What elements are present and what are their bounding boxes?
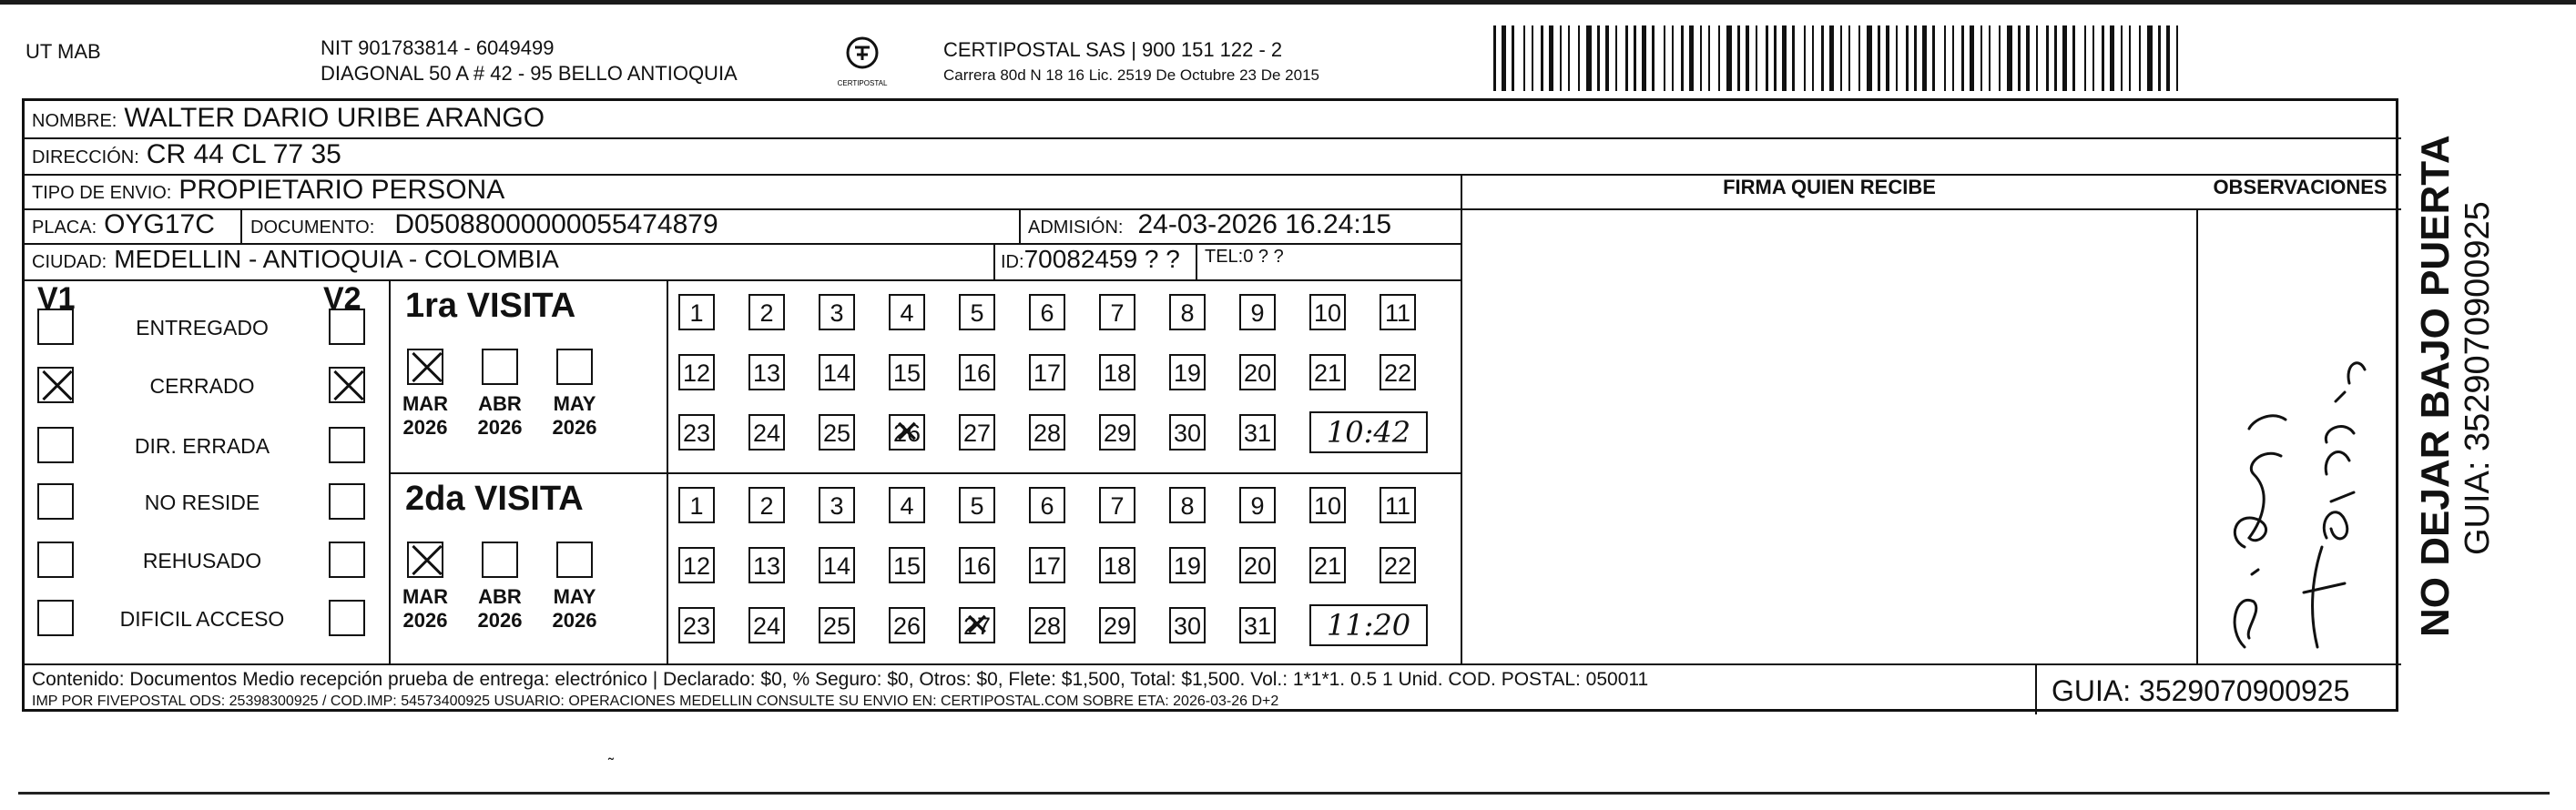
day-box[interactable]: 13 xyxy=(748,547,785,583)
day-box[interactable]: 22 xyxy=(1380,547,1416,583)
nombre-value: WALTER DARIO URIBE ARANGO xyxy=(124,103,545,133)
barcode-bar xyxy=(1944,25,1946,91)
bottom-border xyxy=(18,792,2550,795)
direccion-row xyxy=(32,139,341,170)
barcode-bar xyxy=(1774,25,1777,91)
v2-checkbox[interactable] xyxy=(329,542,365,578)
footer-contenido: Contenido: Documentos Medio recepción prueba de entrega: electrónico | Declarado: $0, % Seguro: $0, Otros: $0, Flete: $1,500, Total: $1,500. Vol.: 1*1*1. 0.5 1 Unid. COD. POSTAL: 050011 xyxy=(32,669,1649,690)
day-box[interactable]: 27 ✕ xyxy=(959,607,995,643)
barcode-bar xyxy=(1664,25,1665,91)
col-divider xyxy=(993,243,995,279)
day-box[interactable]: 20 xyxy=(1239,354,1276,390)
barcode-bar xyxy=(1858,25,1860,91)
day-box[interactable]: 23 xyxy=(678,414,715,451)
barcode-bar xyxy=(1746,25,1749,91)
sender-address: DIAGONAL 50 A # 42 - 95 BELLO ANTIOQUIA xyxy=(321,62,738,85)
col-divider xyxy=(2196,243,2198,663)
day-box[interactable]: 28 xyxy=(1029,607,1065,643)
placa-value: OYG17C xyxy=(104,209,215,239)
day-box[interactable]: 25 xyxy=(819,414,855,451)
barcode-bar xyxy=(1502,25,1506,91)
sender-nit: NIT 901783814 - 6049499 xyxy=(321,36,555,59)
barcode xyxy=(1493,25,2185,91)
day-box[interactable]: 11 xyxy=(1380,487,1416,523)
observaciones-signature xyxy=(2208,247,2399,662)
barcode-bar xyxy=(1634,25,1636,91)
tipo-envio-value: PROPIETARIO PERSONA xyxy=(178,175,505,205)
day-box[interactable]: 2 xyxy=(748,487,785,523)
day-box[interactable]: 24 xyxy=(748,607,785,643)
admision-label: ADMISIÓN: xyxy=(1028,218,1124,238)
day-box[interactable]: 6 xyxy=(1029,487,1065,523)
day-box[interactable]: 28 xyxy=(1029,414,1065,451)
day-box[interactable]: 18 xyxy=(1099,547,1135,583)
day-box[interactable]: 1 xyxy=(678,294,715,330)
month-name: MAY xyxy=(553,392,596,415)
status-label: DIFICIL ACCESO xyxy=(119,607,285,631)
month-year: 2026 xyxy=(402,416,448,439)
id-value: 70082459 ? ? xyxy=(1023,245,1180,273)
month-checkbox[interactable] xyxy=(482,542,518,578)
barcode-bar xyxy=(2139,25,2141,91)
day-box[interactable]: 29 xyxy=(1099,414,1135,451)
footer-divider xyxy=(25,663,2401,665)
barcode-bar xyxy=(1700,25,1702,91)
barcode-bar xyxy=(1586,25,1592,91)
direccion-label: DIRECCIÓN: xyxy=(32,147,139,167)
barcode-bar xyxy=(2026,25,2030,91)
v2-checkbox[interactable] xyxy=(329,600,365,636)
day-box[interactable]: 6 xyxy=(1029,294,1065,330)
barcode-bar xyxy=(1689,25,1694,91)
v2-checkbox[interactable] xyxy=(329,367,365,403)
col-divider xyxy=(1461,174,1462,663)
day-box[interactable]: 5 xyxy=(959,487,995,523)
observaciones-header: OBSERVACIONES xyxy=(2213,176,2388,198)
barcode-bar xyxy=(2018,25,2021,91)
month-year: 2026 xyxy=(477,416,523,439)
day-box[interactable]: 26 xyxy=(889,607,925,643)
day-box[interactable]: 15 xyxy=(889,354,925,390)
ciudad-value: MEDELLIN - ANTIOQUIA - COLOMBIA xyxy=(114,245,559,273)
barcode-bar xyxy=(1980,25,1982,91)
svg-text:CERTIPOSTAL: CERTIPOSTAL xyxy=(837,79,888,87)
day-box[interactable]: 10 xyxy=(1309,487,1346,523)
ciudad-label: CIUDAD: xyxy=(32,252,107,272)
tipo-envio-label: TIPO DE ENVIO: xyxy=(32,183,172,203)
month-name: MAY xyxy=(553,585,596,608)
v1-checkbox[interactable] xyxy=(37,367,74,403)
month-checkbox[interactable] xyxy=(407,542,443,578)
direccion-value: CR 44 CL 77 35 xyxy=(146,139,341,169)
ciudad-row xyxy=(32,245,559,274)
month-year: 2026 xyxy=(477,609,523,632)
barcode-bar xyxy=(1625,25,1628,91)
barcode-bar xyxy=(1726,25,1732,91)
company-name: CERTIPOSTAL SAS | 900 151 122 - 2 xyxy=(943,38,1283,61)
barcode-bar xyxy=(2121,25,2123,91)
col-divider xyxy=(240,208,242,245)
barcode-bar xyxy=(1840,25,1842,91)
placa-row xyxy=(32,209,215,240)
barcode-bar xyxy=(1782,25,1787,91)
col-divider xyxy=(1196,243,1197,279)
barcode-bar xyxy=(1812,25,1814,91)
barcode-bar xyxy=(2007,25,2012,91)
tipo-envio-row xyxy=(32,175,504,206)
barcode-bar xyxy=(2072,25,2075,91)
barcode-bar xyxy=(1922,25,1927,91)
day-box[interactable]: 1 xyxy=(678,487,715,523)
barcode-bar xyxy=(1766,25,1768,91)
day-box[interactable]: 22 xyxy=(1380,354,1416,390)
status-label: NO RESIDE xyxy=(144,491,260,514)
v1-checkbox[interactable] xyxy=(37,483,74,520)
v1-header: V1 xyxy=(37,281,76,316)
delivery-form xyxy=(22,98,2398,712)
nombre-label: NOMBRE: xyxy=(32,111,117,131)
barcode-bar xyxy=(2092,25,2094,91)
day-box[interactable]: 21 xyxy=(1309,354,1346,390)
sender-code: UT MAB xyxy=(25,40,101,63)
barcode-bar xyxy=(1615,25,1617,91)
footer-imp: IMP POR FIVEPOSTAL ODS: 25398300925 / COD.IMP: 54573400925 USUARIO: OPERACIONES MEDELLIN CONSULTE SU ENVIO EN: CERTIPOSTAL.COM SOBRE ETA: 2026-03-26 D+2 xyxy=(32,694,1279,709)
month-year: 2026 xyxy=(552,609,597,632)
company-license: Carrera 80d N 18 16 Lic. 2519 De Octubre 23 De 2015 xyxy=(943,66,1319,84)
col-divider xyxy=(667,279,668,663)
visit-time: 10:42 xyxy=(1309,411,1428,453)
stray-mark: ˜ xyxy=(608,755,614,774)
day-box[interactable]: 9 xyxy=(1239,487,1276,523)
barcode-bar xyxy=(1549,25,1553,91)
day-box[interactable]: 3 xyxy=(819,294,855,330)
top-border xyxy=(0,0,2576,5)
day-box[interactable]: 13 xyxy=(748,354,785,390)
day-box[interactable]: 12 xyxy=(678,547,715,583)
nombre-row xyxy=(32,103,545,134)
day-box[interactable]: 4 xyxy=(889,487,925,523)
barcode-bar xyxy=(1999,25,2001,91)
placa-label: PLACA: xyxy=(32,218,97,238)
barcode-bar xyxy=(1961,25,1964,91)
barcode-bar xyxy=(1989,25,1991,91)
admision-row xyxy=(1028,209,1391,240)
barcode-bar xyxy=(2046,25,2049,91)
firma-header: FIRMA QUIEN RECIBE xyxy=(1723,176,1936,198)
day-box[interactable]: 7 xyxy=(1099,294,1135,330)
barcode-bar xyxy=(1523,25,1525,91)
barcode-bar xyxy=(1708,25,1710,91)
footer-guia: GUIA: 3529070900925 xyxy=(2052,674,2350,707)
barcode-bar xyxy=(2147,25,2153,91)
v1-checkbox[interactable] xyxy=(37,600,74,636)
day-box[interactable]: 17 xyxy=(1029,354,1065,390)
month-checkbox[interactable] xyxy=(556,349,593,385)
visit-title: 2da VISITA xyxy=(405,480,584,518)
tel-value: 0 ? ? xyxy=(1243,247,1284,267)
side-guia: GUIA: 3529070900925 xyxy=(2459,201,2497,555)
status-label: CERRADO xyxy=(149,374,255,398)
day-box[interactable]: 27 xyxy=(959,414,995,451)
day-box[interactable]: 16 xyxy=(959,354,995,390)
barcode-bar xyxy=(1914,25,1917,91)
month-label xyxy=(473,585,527,633)
barcode-bar xyxy=(1737,25,1740,91)
barcode-bar xyxy=(1932,25,1935,91)
admision-value: 24-03-2026 16.24:15 xyxy=(1137,209,1392,239)
barcode-bar xyxy=(2054,25,2057,91)
day-box[interactable]: 11 xyxy=(1380,294,1416,330)
month-name: MAR xyxy=(402,585,449,608)
month-checkbox[interactable] xyxy=(556,542,593,578)
day-box[interactable]: 24 xyxy=(748,414,785,451)
status-label: REHUSADO xyxy=(142,549,262,572)
month-label xyxy=(547,585,602,633)
barcode-bar xyxy=(1512,25,1514,91)
day-box[interactable]: 23 xyxy=(678,607,715,643)
id-row xyxy=(1001,245,1180,274)
day-box[interactable]: 7 xyxy=(1099,487,1135,523)
barcode-bar xyxy=(1597,25,1600,91)
day-box[interactable]: 5 xyxy=(959,294,995,330)
barcode-bar xyxy=(1970,25,1974,91)
barcode-bar xyxy=(1605,25,1609,91)
day-box[interactable]: 16 xyxy=(959,547,995,583)
v1-checkbox[interactable] xyxy=(37,309,74,345)
col-divider xyxy=(2196,208,2198,245)
day-box[interactable]: 2 xyxy=(748,294,785,330)
day-box[interactable]: 19 xyxy=(1169,547,1206,583)
day-box[interactable]: 30 xyxy=(1169,607,1206,643)
day-box[interactable]: 26 ✕ xyxy=(889,414,925,451)
day-box[interactable]: 4 xyxy=(889,294,925,330)
day-box[interactable]: 9 xyxy=(1239,294,1276,330)
barcode-bar xyxy=(1821,25,1824,91)
tel-row xyxy=(1205,247,1284,268)
barcode-bar xyxy=(1568,25,1570,91)
barcode-bar xyxy=(1756,25,1757,91)
barcode-bar xyxy=(1952,25,1954,91)
day-box[interactable]: 3 xyxy=(819,487,855,523)
tel-label: TEL: xyxy=(1205,247,1244,267)
col-divider xyxy=(1019,208,1021,245)
month-label xyxy=(398,585,453,633)
barcode-bar xyxy=(1541,25,1543,91)
v1-checkbox[interactable] xyxy=(37,427,74,463)
day-box[interactable]: 31 xyxy=(1239,607,1276,643)
barcode-bar xyxy=(2036,25,2038,91)
documento-row xyxy=(250,209,718,240)
barcode-bar xyxy=(1652,25,1655,91)
day-box[interactable]: 20 xyxy=(1239,547,1276,583)
day-box[interactable]: 14 xyxy=(819,354,855,390)
no-dejar-warning: NO DEJAR BAJO PUERTA xyxy=(2413,135,2458,637)
v2-checkbox[interactable] xyxy=(329,483,365,520)
barcode-bar xyxy=(1681,25,1684,91)
col-divider xyxy=(2035,663,2037,714)
month-label xyxy=(473,392,527,440)
month-checkbox[interactable] xyxy=(482,349,518,385)
barcode-bar xyxy=(1896,25,1898,91)
barcode-bar xyxy=(1718,25,1720,91)
barcode-bar xyxy=(1672,25,1674,91)
day-box[interactable]: 30 xyxy=(1169,414,1206,451)
row-divider xyxy=(25,137,2401,139)
v2-checkbox[interactable] xyxy=(329,309,365,345)
barcode-bar xyxy=(1848,25,1850,91)
barcode-bar xyxy=(1829,25,1834,91)
day-box[interactable]: 8 xyxy=(1169,487,1206,523)
certipostal-logo xyxy=(830,35,894,91)
month-year: 2026 xyxy=(552,416,597,439)
barcode-bar xyxy=(1578,25,1580,91)
day-box[interactable]: 25 xyxy=(819,607,855,643)
visit-title: 1ra VISITA xyxy=(405,287,576,325)
barcode-bar xyxy=(1560,25,1562,91)
month-name: ABR xyxy=(478,392,522,415)
visit-divider xyxy=(389,472,1461,474)
day-box[interactable]: 8 xyxy=(1169,294,1206,330)
month-year: 2026 xyxy=(402,609,448,632)
month-checkbox[interactable] xyxy=(407,349,443,385)
barcode-bar xyxy=(2110,25,2114,91)
barcode-bar xyxy=(2166,25,2170,91)
barcode-bar xyxy=(2176,25,2178,91)
month-name: MAR xyxy=(402,392,449,415)
day-box[interactable]: 29 xyxy=(1099,607,1135,643)
barcode-bar xyxy=(1867,25,1872,91)
day-box[interactable]: 10 xyxy=(1309,294,1346,330)
barcode-bar xyxy=(2102,25,2104,91)
month-label xyxy=(547,392,602,440)
barcode-bar xyxy=(1878,25,1880,91)
day-box[interactable]: 21 xyxy=(1309,547,1346,583)
v2-checkbox[interactable] xyxy=(329,427,365,463)
barcode-bar xyxy=(1906,25,1909,91)
barcode-bar xyxy=(1642,25,1646,91)
day-box[interactable]: 12 xyxy=(678,354,715,390)
day-box[interactable]: 18 xyxy=(1099,354,1135,390)
day-box[interactable]: 19 xyxy=(1169,354,1206,390)
id-label: ID: xyxy=(1001,252,1024,272)
day-box[interactable]: 15 xyxy=(889,547,925,583)
col-divider xyxy=(389,279,391,663)
barcode-bar xyxy=(1886,25,1889,91)
documento-value: D05088000000055474879 xyxy=(394,209,718,239)
month-name: ABR xyxy=(478,585,522,608)
v2-header: V2 xyxy=(323,281,361,316)
day-box[interactable]: 14 xyxy=(819,547,855,583)
status-label: ENTREGADO xyxy=(136,316,269,339)
month-label xyxy=(398,392,453,440)
barcode-bar xyxy=(2062,25,2067,91)
visit-time: 11:20 xyxy=(1309,604,1428,646)
v1-checkbox[interactable] xyxy=(37,542,74,578)
row-divider xyxy=(25,279,1461,281)
barcode-bar xyxy=(2084,25,2086,91)
status-label: DIR. ERRADA xyxy=(134,434,270,458)
barcode-bar xyxy=(2129,25,2131,91)
barcode-bar xyxy=(1792,25,1795,91)
barcode-bar xyxy=(1532,25,1533,91)
barcode-bar xyxy=(2158,25,2161,91)
barcode-bar xyxy=(1804,25,1806,91)
day-box[interactable]: 31 xyxy=(1239,414,1276,451)
day-box[interactable]: 17 xyxy=(1029,547,1065,583)
barcode-bar xyxy=(1493,25,1496,91)
documento-label: DOCUMENTO: xyxy=(250,218,375,238)
